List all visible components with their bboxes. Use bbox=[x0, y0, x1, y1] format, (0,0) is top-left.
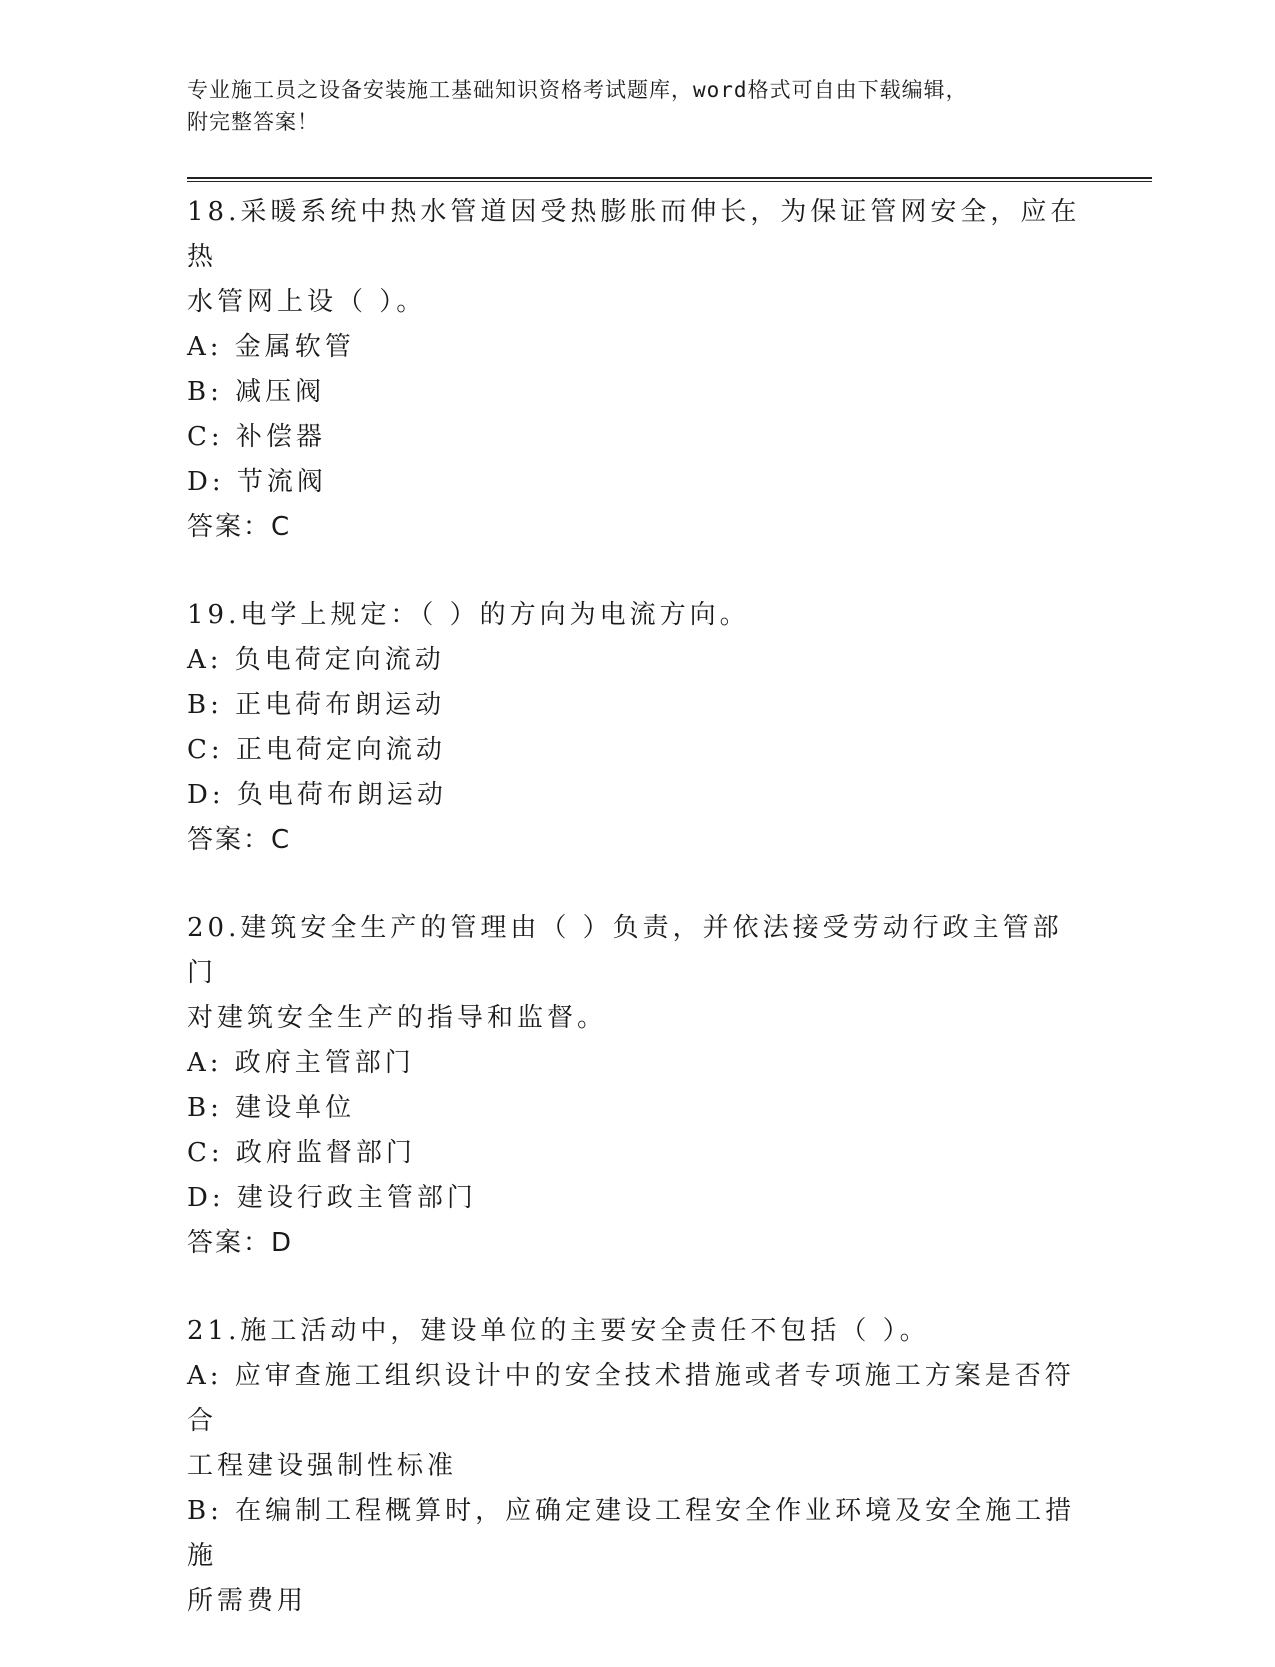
question-item bbox=[187, 190, 1087, 550]
answer-key: 答案：D bbox=[187, 1228, 294, 1258]
answer-option: B: 正电荷布朗运动 bbox=[187, 690, 446, 720]
question-stem: 水管网上设（ ）。 bbox=[187, 287, 427, 317]
header-line: 附完整答案！ bbox=[187, 110, 319, 134]
answer-option: A: 负电荷定向流动 bbox=[187, 645, 445, 675]
answer-option: B: 在编制工程概算时，应确定建设工程安全作业环境及安全施工措施 bbox=[187, 1496, 1076, 1571]
header-divider bbox=[187, 177, 1152, 179]
answer-option: D: 建设行政主管部门 bbox=[187, 1183, 477, 1213]
answer-option: B: 减压阀 bbox=[187, 377, 326, 407]
question-item bbox=[187, 1309, 1087, 1624]
answer-option: 所需费用 bbox=[187, 1586, 308, 1616]
question-stem: 19.电学上规定：（ ）的方向为电流方向。 bbox=[187, 600, 750, 630]
answer-option: B: 建设单位 bbox=[187, 1093, 356, 1123]
answer-option: C: 政府监督部门 bbox=[187, 1138, 416, 1168]
document-header bbox=[187, 74, 1067, 138]
answer-option: 工程建设强制性标准 bbox=[187, 1451, 458, 1481]
answer-option: D: 负电荷布朗运动 bbox=[187, 780, 447, 810]
question-stem: 21.施工活动中，建设单位的主要安全责任不包括（ ）。 bbox=[187, 1316, 930, 1346]
question-list bbox=[187, 190, 1087, 1667]
question-stem: 20.建筑安全生产的管理由（ ）负责，并依法接受劳动行政主管部门 bbox=[187, 913, 1063, 988]
answer-option: A: 应审查施工组织设计中的安全技术措施或者专项施工方案是否符合 bbox=[187, 1361, 1075, 1436]
question-stem: 18.采暖系统中热水管道因受热膨胀而伸长，为保证管网安全，应在热 bbox=[187, 197, 1081, 272]
header-line: 专业施工员之设备安装施工基础知识资格考试题库，word格式可自由下载编辑， bbox=[187, 78, 968, 102]
question-item bbox=[187, 906, 1087, 1266]
answer-option: D: 节流阀 bbox=[187, 467, 327, 497]
answer-option: C: 补偿器 bbox=[187, 422, 326, 452]
header-divider bbox=[187, 181, 1152, 182]
answer-option: A: 金属软管 bbox=[187, 332, 355, 362]
answer-option: C: 正电荷定向流动 bbox=[187, 735, 446, 765]
answer-option: A: 政府主管部门 bbox=[187, 1048, 415, 1078]
answer-key: 答案：C bbox=[187, 512, 292, 542]
answer-key: 答案：C bbox=[187, 825, 292, 855]
question-stem: 对建筑安全生产的指导和监督。 bbox=[187, 1003, 608, 1033]
question-item bbox=[187, 593, 1087, 863]
